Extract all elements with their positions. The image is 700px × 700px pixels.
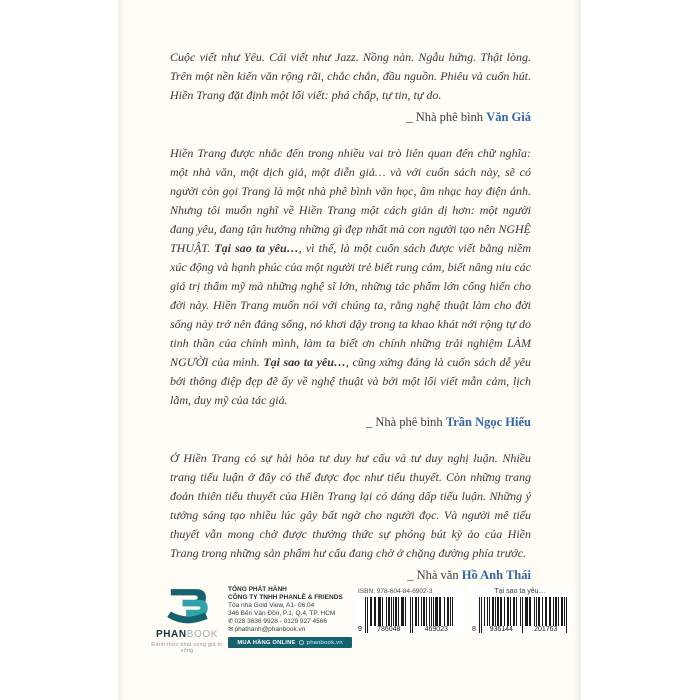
publisher-tagline: Đánh thức khát vọng giá trị sống	[151, 641, 223, 654]
distributor-email-line	[228, 626, 356, 634]
email-icon: ✉	[228, 626, 234, 633]
distributor-heading: TỔNG PHÁT HÀNH	[228, 586, 287, 593]
quote-text: Ở Hiền Trang có sự hài hòa tư duy hư cấu và tư duy nghị luận. Nhiều trang tiểu luận ở đây có thể được đọc như tiểu thuyết. Còn những trang đoản thiên tiểu thuyết của Hiền Trang lại có dáng dấp tiểu luận. Những ý tưởng sáng tạo nhiều lúc gây bất ngờ cho người đọc. Và người mê tiểu thuyết vẫn mong chờ được thưởng thức sự phóng bút kỳ ảo của Hiền Trang trong những sản phẩm hư cấu đang chờ ở chặng đường phía trước.	[170, 451, 531, 560]
product-barcode	[468, 586, 572, 636]
barcode-digit-group: 8	[472, 626, 476, 633]
barcode-digits	[472, 626, 568, 633]
quote-text: Cuộc viết như Yêu. Cái viết như Jazz. Nồng nàn. Ngẫu hứng. Thật lòng. Trên một nền kiến văn rộng rãi, chắc chắn, đầu nguồn. Phiêu và cuốn hút. Hiền Trang đặt định một lối viết: phá chấp, tự tin, tự do.	[170, 50, 531, 102]
phanbook-logo-icon	[160, 587, 214, 629]
globe-icon	[299, 640, 304, 645]
quote-block-van-gia	[170, 0, 531, 127]
attribution-prefix: _ Nhà phê bình	[406, 110, 487, 124]
online-shop-banner	[228, 637, 352, 648]
distributor-phone-line	[228, 618, 356, 626]
quote-attribution	[170, 566, 531, 585]
publisher-footer	[146, 586, 574, 658]
publisher-brand	[146, 630, 228, 640]
quotes-section	[170, 0, 531, 585]
barcode-digit-group: 9	[358, 626, 362, 633]
quote-text: Hiền Trang được nhắc đến trong nhiều vai trò liên quan đến chữ nghĩa: một nhà văn, một dịch giả, một diễn giả… và với cuốn sách này, sẽ có người còn gọi Trang là một nhà phê bình văn học, âm nhạc hay điện ảnh. Nhưng tôi muốn nghĩ về Hiền Trang một cách giản dị hơn: một người đang yêu, đang tận hưởng những gì đẹp nhất mà con người tạo nên NGHỆ THUẬT. Tại sao ta yêu…, vì thế, là một cuốn sách được viết bằng niềm xúc động và hạnh phúc của một người trẻ biết rung cảm, biết nâng niu các giá trị thẩm mỹ mà những nghệ sĩ lớn, những tác phẩm lớn cống hiến cho đời này. Hiền Trang muốn nói với chúng ta, rằng nghệ thuật làm cho đời sống này trở nên đáng sống, nó khơi dậy trong ta khao khát nới rộng tự do tinh thần của chính mình, làm ta biết ơn chính những trải nghiệm LÀM NGƯỜI của mình. Tại sao ta yêu…, cũng xứng đáng là cuốn sách dễ yêu bởi thông điệp đẹp đẽ ấy về nghệ thuật và bởi một lối viết mẫn cảm, lịch lãm, duy mỹ của tác giả.	[170, 146, 531, 407]
isbn-barcode	[354, 586, 464, 636]
quote-block-ho-anh-thai	[170, 449, 531, 585]
brand-primary: PHAN	[155, 629, 187, 640]
quote-attribution	[170, 108, 531, 127]
barcode-digits	[358, 626, 460, 633]
barcode-digit-group: 936144	[482, 626, 521, 633]
distributor-info	[228, 586, 356, 648]
attribution-name: Hồ Anh Thái	[461, 568, 531, 582]
isbn-label: ISBN: 978-604-84-6902-3	[358, 588, 433, 595]
barcode-digit-group: 201763	[527, 626, 566, 633]
brand-secondary: BOOK	[186, 629, 219, 640]
attribution-prefix: _ Nhà văn	[407, 568, 462, 582]
banner-site: phanbook.vn	[306, 639, 343, 646]
distributor-address-1: Tòa nhà Gold View, A1- 06.04	[228, 602, 315, 609]
phone-icon: ✆	[228, 618, 234, 625]
attribution-prefix: _ Nhà phê bình	[365, 415, 446, 429]
attribution-name: Văn Giá	[486, 110, 531, 124]
distributor-email: phathanh@phanbook.vn	[234, 626, 306, 633]
quote-block-tran-ngoc-hieu	[170, 144, 531, 432]
distributor-company: CÔNG TY TNHH PHANLÊ & FRIENDS	[228, 594, 343, 601]
product-barcode-label: Tại sao ta yêu…	[494, 588, 546, 595]
distributor-address-2: 346 Bến Vân Đồn, P.1, Q.4, TP. HCM	[228, 610, 336, 617]
barcode-digit-group: 786048	[368, 626, 410, 633]
book-back-cover	[118, 0, 581, 700]
attribution-name: Trần Ngọc Hiếu	[445, 415, 531, 429]
quote-attribution	[170, 413, 531, 432]
banner-text: MUA HÀNG ONLINE	[237, 639, 296, 646]
barcode-digit-group: 469023	[416, 626, 458, 633]
distributor-phone: 028 3636 9928 - 0129 927 4566	[234, 618, 327, 625]
publisher-logo-block	[146, 587, 228, 654]
